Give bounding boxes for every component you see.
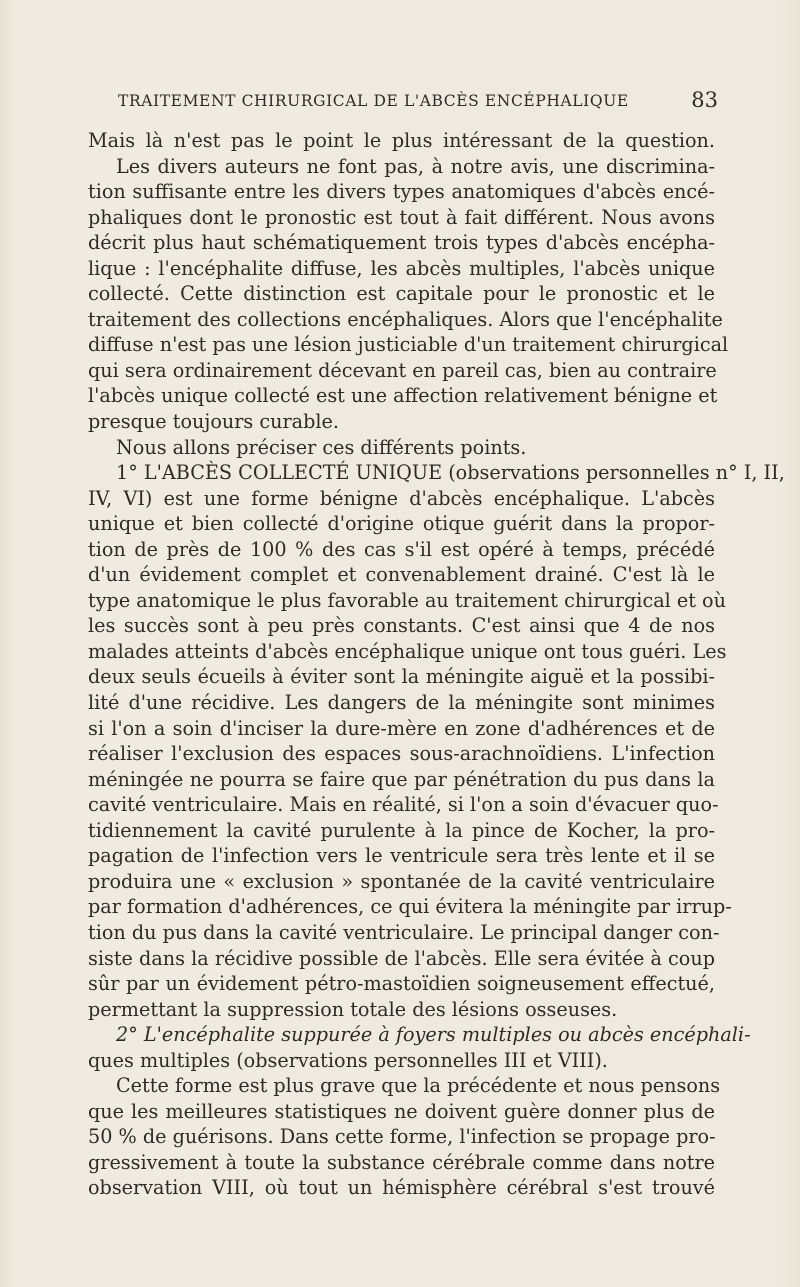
text-line: observation VIII, où tout un hémisphère cérébral s'est trouvé — [88, 1176, 715, 1200]
text-line: unique et bien collecté d'origine otique guérit dans la propor- — [88, 512, 715, 536]
text-line: malades atteints d'abcès encéphalique unique ont tous guéri. Les — [88, 639, 727, 663]
text-line: par formation d'adhérences, ce qui évitera la méningite par irrup- — [88, 895, 732, 919]
text-line: tidiennement la cavité purulente à la pince de Kocher, la pro- — [88, 818, 715, 842]
text-line: Cette forme est plus grave que la précédente et nous pensons — [116, 1074, 721, 1098]
text-line: phaliques dont le pronostic est tout à fait différent. Nous avons — [88, 205, 715, 229]
text-line: cavité ventriculaire. Mais en réalité, si l'on a soin d'évacuer quo- — [88, 793, 719, 817]
text-line: lique : l'encéphalite diffuse, les abcès multiples, l'abcès unique — [88, 256, 715, 280]
page-number: 83 — [691, 88, 718, 112]
section-heading-line: 2° L'encéphalite suppurée à foyers multiples ou abcès encéphali- — [116, 1023, 751, 1047]
text-line: si l'on a soin d'inciser la dure-mère en zone d'adhérences et de — [88, 716, 715, 740]
text-line: lité d'une récidive. Les dangers de la méningite sont minimes — [88, 691, 715, 715]
text-line: 50 % de guérisons. Dans cette forme, l'infection se propage pro- — [88, 1125, 716, 1149]
section-heading-line: 1° L'ABCÈS COLLECTÉ UNIQUE (observations personnelles n° I, II, — [116, 461, 785, 485]
text-line: diffuse n'est pas une lésion justiciable d'un traitement chirurgical — [88, 333, 729, 357]
text-line: permettant la suppression totale des lésions osseuses. — [88, 997, 618, 1021]
text-line: produira une « exclusion » spontanée de la cavité ventriculaire — [88, 869, 715, 893]
text-line: méningée ne pourra se faire que par pénétration du pus dans la — [88, 767, 715, 791]
text-line: traitement des collections encéphaliques. Alors que l'encéphalite — [88, 307, 723, 331]
text-line: tion de près de 100 % des cas s'il est opéré à temps, précédé — [88, 537, 715, 561]
text-line: presque toujours curable. — [88, 410, 339, 434]
page-header — [118, 88, 718, 118]
text-line: ques multiples (observations personnelles III et VIII). — [88, 1048, 608, 1072]
text-line: d'un évidement complet et convenablement drainé. C'est là le — [88, 563, 715, 587]
text-line: IV, VI) est une forme bénigne d'abcès encéphalique. L'abcès — [88, 486, 715, 510]
text-line: gressivement à toute la substance cérébrale comme dans notre — [88, 1150, 715, 1174]
body-text — [88, 128, 785, 1201]
text-line: réaliser l'exclusion des espaces sous-arachnoïdiens. L'infection — [88, 742, 715, 766]
text-line: type anatomique le plus favorable au traitement chirurgical et où — [88, 588, 726, 612]
text-line: collecté. Cette distinction est capitale pour le pronostic et le — [88, 282, 715, 306]
text-line: Nous allons préciser ces différents points. — [116, 435, 527, 459]
text-line: décrit plus haut schématiquement trois types d'abcès encépha- — [88, 231, 715, 255]
text-line: tion suffisante entre les divers types anatomiques d'abcès encé- — [88, 180, 715, 204]
text-line: tion du pus dans la cavité ventriculaire. Le principal danger con- — [88, 920, 720, 944]
text-line: siste dans la récidive possible de l'abcès. Elle sera évitée à coup — [88, 946, 715, 970]
text-line: l'abcès unique collecté est une affection relativement bénigne et — [88, 384, 718, 408]
text-line: pagation de l'infection vers le ventricule sera très lente et il se — [88, 844, 715, 868]
text-line: les succès sont à peu près constants. C'est ainsi que 4 de nos — [88, 614, 715, 638]
text-line: sûr par un évidement pétro-mastoïdien soigneusement effectué, — [88, 972, 715, 996]
text-line: qui sera ordinairement décevant en pareil cas, bien au contraire — [88, 358, 717, 382]
text-line: Les divers auteurs ne font pas, à notre avis, une discrimina- — [116, 154, 715, 178]
text-line: Mais là n'est pas le point le plus intéressant de la question. — [88, 129, 715, 152]
text-line: deux seuls écueils à éviter sont la méningite aiguë et la possibi- — [88, 665, 715, 689]
running-title: TRAITEMENT CHIRURGICAL DE L'ABCÈS ENCÉPHALIQUE — [118, 92, 629, 110]
text-line: que les meilleures statistiques ne doivent guère donner plus de — [88, 1099, 715, 1123]
